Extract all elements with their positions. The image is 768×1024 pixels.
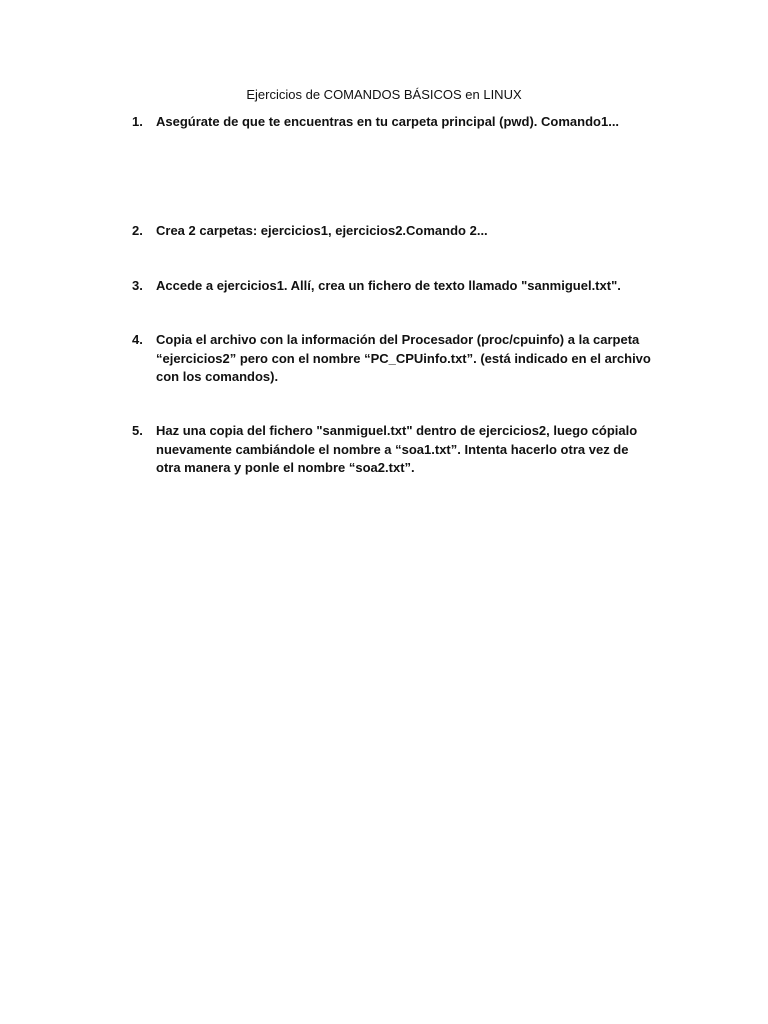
exercise-number: 4. [132, 332, 143, 347]
exercise-item-3 [132, 277, 652, 296]
exercise-number: 1. [132, 114, 143, 129]
exercise-item-5 [132, 422, 652, 478]
exercise-text: Crea 2 carpetas: ejercicios1, ejercicios2.Comando 2... [156, 223, 488, 238]
exercise-number: 3. [132, 278, 143, 293]
document-title: Ejercicios de COMANDOS BÁSICOS en LINUX [246, 87, 522, 102]
exercise-text: Accede a ejercicios1. Allí, crea un fichero de texto llamado "sanmiguel.txt". [156, 278, 621, 293]
exercise-item-2 [132, 222, 652, 241]
exercise-item-1 [132, 113, 652, 132]
exercise-number: 2. [132, 223, 143, 238]
exercise-text: Asegúrate de que te encuentras en tu carpeta principal (pwd). Comando1... [156, 114, 620, 129]
exercise-item-4 [132, 331, 652, 387]
exercise-text: Copia el archivo con la información del Procesador (proc/cpuinfo) a la carpeta “ejercicios2” pero con el nombre “PC_CPUinfo.txt”. (está indicado en el archivo con los comandos). [156, 332, 651, 384]
exercise-number: 5. [132, 423, 143, 438]
exercise-text: Haz una copia del fichero "sanmiguel.txt" dentro de ejercicios2, luego cópialo nuevamente cambiándole el nombre a “soa1.txt”. Intenta hacerlo otra vez de otra manera y ponle el nombre “soa2.txt”. [156, 423, 638, 475]
